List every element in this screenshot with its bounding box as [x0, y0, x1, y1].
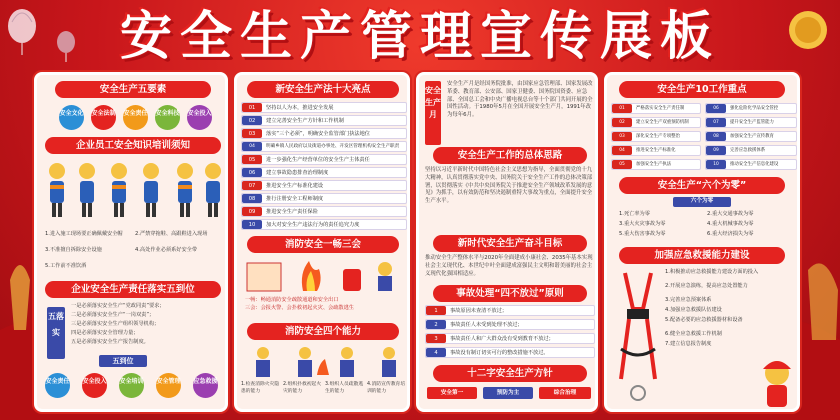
- heading-ten-highlights: 新安全生产法十大亮点: [247, 81, 399, 98]
- heading-new-era-goal: 新时代安全生产奋斗目标: [433, 235, 587, 252]
- highlight-row: 02 建立完善安全生产方针和工作机制: [241, 115, 407, 126]
- focus-row: 05 加强安全生产执法: [611, 159, 701, 170]
- zero-5: 5.重大伤害事故为零: [619, 231, 666, 237]
- zero-4: 4.重大机械事故为零: [707, 221, 754, 227]
- focus-row: 02 建立安全生产双重预防机制: [611, 117, 701, 128]
- focus-row: 04 推进安全生产标准化: [611, 145, 701, 156]
- rule-row: 4 事故没有制订切实可行的整改措施不放过。: [425, 347, 595, 358]
- emergency-6: 6.健全应急救援工作机制: [665, 331, 722, 337]
- emergency-4: 4.加强应急救援队伍建设: [665, 307, 722, 313]
- rule-row: 2 事故责任人未受到处理不放过；: [425, 319, 595, 330]
- fire-illustration: [243, 255, 407, 295]
- implementation-5: 五是必须落实安全生产报告制度。: [71, 339, 149, 345]
- abilities-illustration: [243, 345, 407, 379]
- highlight-row: 07 推进安全生产标准化建设: [241, 180, 407, 191]
- ability-3: 3.组织人员疏散逃生的能力: [325, 382, 364, 394]
- ability-2: 2.组织扑救初起火灾的能力: [283, 382, 322, 394]
- inplace-investment: 安全投入: [82, 373, 107, 398]
- training-note-4: 4.高处作业必须系好安全带: [135, 247, 198, 253]
- five-in-place-label: 五到位: [99, 355, 147, 367]
- focus-row: 06 强化危险化学品安全管控: [705, 103, 797, 114]
- panel-safety-month: [416, 72, 598, 412]
- heading-overall-thinking: 安全生产工作的总体思路: [433, 147, 587, 164]
- new-era-goal-text: 推动安全生产整体水平与2020年全面建成小康社会、2035年基本实现社会主义现代化、本世纪中叶全面建成富强民主文明和谐美丽的社会主义现代化强国相适应。: [425, 255, 593, 277]
- policy-comprehensive: 综合治理: [539, 387, 591, 399]
- inplace-management: 安全管理: [156, 373, 181, 398]
- element-investment: 安全投入: [187, 105, 212, 130]
- policy-safety-first: 安全第一: [427, 387, 477, 399]
- implementation-4: 四是必须落实安全管理力量；: [71, 330, 139, 336]
- zero-2: 2.重大交通事故为零: [707, 211, 754, 217]
- implementation-3: 三是必须落实安全生产组织领导机构；: [71, 321, 160, 327]
- highlight-row: 08 推行注册安全工程师制度: [241, 193, 407, 204]
- fire-unobstructed: 一畅：畅通消防安全疏散通道和安全出口: [245, 297, 339, 303]
- emergency-7: 7.建立信息报告制度: [665, 341, 712, 347]
- worker-illustration: [45, 159, 223, 229]
- highlight-row: 10 加大对安全生产违法行为的责任追究力度: [241, 219, 407, 230]
- inplace-responsibility: 安全责任: [45, 373, 70, 398]
- element-law: 安全法制: [91, 105, 116, 130]
- safety-month-label: 安全生产月: [425, 81, 441, 145]
- rule-row: 3 事故责任人和广大群众没有受到教育不放过；: [425, 333, 595, 344]
- emergency-1: 1.积极推动应急救援能力建设方面的投入: [665, 269, 759, 275]
- panel-work-focus: [604, 72, 800, 412]
- heading-training: 企业员工安全知识培训须知: [45, 137, 221, 154]
- zero-1: 1.死亡率为零: [619, 211, 650, 217]
- element-culture: 安全文化: [59, 105, 84, 130]
- heading-four-not-let-go: 事故处理“四不放过”原则: [433, 285, 587, 302]
- safety-month-intro: 安全生产月是经国务院批准，由国家应急管理部、国家发展改革委、教育部、公安部、国家卫健委、国务院国资委、应急部、全国总工会和中央广播电视总台等十个部门共同开展的全国性活动。于1980年5月在全国开展安全生产月，1991年改为每年6月。: [447, 81, 593, 119]
- heading-four-abilities: 消防安全四个能力: [247, 323, 399, 340]
- element-responsibility: 安全责任: [123, 105, 148, 130]
- focus-row: 09 完善应急救援体系: [705, 145, 797, 156]
- panel-five-elements: [34, 72, 228, 412]
- emergency-2: 2.开展应急演练，提高应急处置能力: [665, 283, 748, 289]
- element-technology: 安全科技: [155, 105, 180, 130]
- implementation-2: 二是必须落实安全生产“一岗双责”；: [71, 312, 155, 318]
- ability-1: 1.检查消除火灾隐患的能力: [241, 382, 280, 394]
- focus-row: 07 提升安全生产监管能力: [705, 117, 797, 128]
- panel-safety-law: [234, 72, 410, 412]
- fire-three-skills: 三会：会报火警、会扑救初起火灾、会疏散逃生: [245, 305, 354, 311]
- highlight-row: 05 进一步强化生产经营单位的安全生产主体责任: [241, 154, 407, 165]
- zero-3: 3.重大火灾事故为零: [619, 221, 666, 227]
- firefighter-mascot: [757, 357, 797, 409]
- highlight-row: 09 推进安全生产责任保险: [241, 206, 407, 217]
- safety-harness-illustration: [615, 269, 661, 405]
- highlight-row: 03 落实“三个必须”，明确安全监管部门执法地位: [241, 128, 407, 139]
- heading-five-elements: 安全生产五要素: [55, 81, 211, 98]
- focus-row: 01 严格落实安全生产责任制: [611, 103, 701, 114]
- zero-6: 6.重大经济损失为零: [707, 231, 754, 237]
- inplace-rescue: 应急救援: [193, 373, 218, 398]
- emergency-3: 3.完善应急预案体系: [665, 297, 712, 303]
- focus-row: 08 加强安全生产宣传教育: [705, 131, 797, 142]
- rule-row: 1 事故原因未查清不放过；: [425, 305, 595, 316]
- overall-thinking-text: 坚持以习近平新时代中国特色社会主义思想为指导，全面贯彻党的十九大精神，认真贯彻落实党中央、国务院关于安全生产工作的总体决策部署，以贯彻落实《中共中央国务院关于推进安全生产领域改革发展的意见》为抓手，以有效防范和坚决遏制重特大事故为重点，全面提升安全生产水平。: [425, 167, 593, 205]
- heading-ten-focus: 安全生产10工作重点: [619, 81, 785, 98]
- highlight-row: 06 建立事故隐患排查治理制度: [241, 167, 407, 178]
- page-title: 安全生产管理宣传展板: [119, 7, 720, 67]
- focus-row: 03 深化安全生产专项整治: [611, 131, 701, 142]
- training-note-2: 2.严禁穿拖鞋、高跟鞋进入现场: [135, 231, 208, 237]
- ability-4: 4.消防宣传教育培训的能力: [367, 382, 406, 394]
- training-note-1: 1.进入施工现场要正确佩戴安全帽: [45, 231, 123, 237]
- six-zero-label: 六个为零: [673, 197, 731, 207]
- five-implementations-label: 五落实: [47, 307, 65, 359]
- training-note-3: 3.不准擅自拆除安全设施: [45, 247, 102, 253]
- heading-five-in-place: 企业安全生产责任落实五到位: [45, 281, 221, 298]
- heading-fire-one-three: 消防安全一畅三会: [247, 236, 399, 253]
- focus-row: 10 推动安全生产信息化建设: [705, 159, 797, 170]
- highlight-row: 04 明确乡镇人民政府以及街道办事处、开发区管理机构安全生产职责: [241, 141, 407, 152]
- inplace-training: 安全培训: [119, 373, 144, 398]
- emergency-5: 5.配备必要的应急救援器材和设备: [665, 317, 743, 323]
- implementation-1: 一是必须落实安全生产“党政同责”要求；: [71, 303, 165, 309]
- heading-emergency: 加强应急救援能力建设: [619, 247, 785, 264]
- heading-six-zero: 安全生产“六个为零”: [619, 177, 785, 194]
- highlight-row: 01 坚持以人为本，推进安全发展: [241, 102, 407, 113]
- heading-twelve-char-policy: 十二字安全生产方针: [433, 365, 587, 382]
- policy-prevention: 预防为主: [483, 387, 533, 399]
- training-note-5: 5.工作前不准饮酒: [45, 263, 87, 269]
